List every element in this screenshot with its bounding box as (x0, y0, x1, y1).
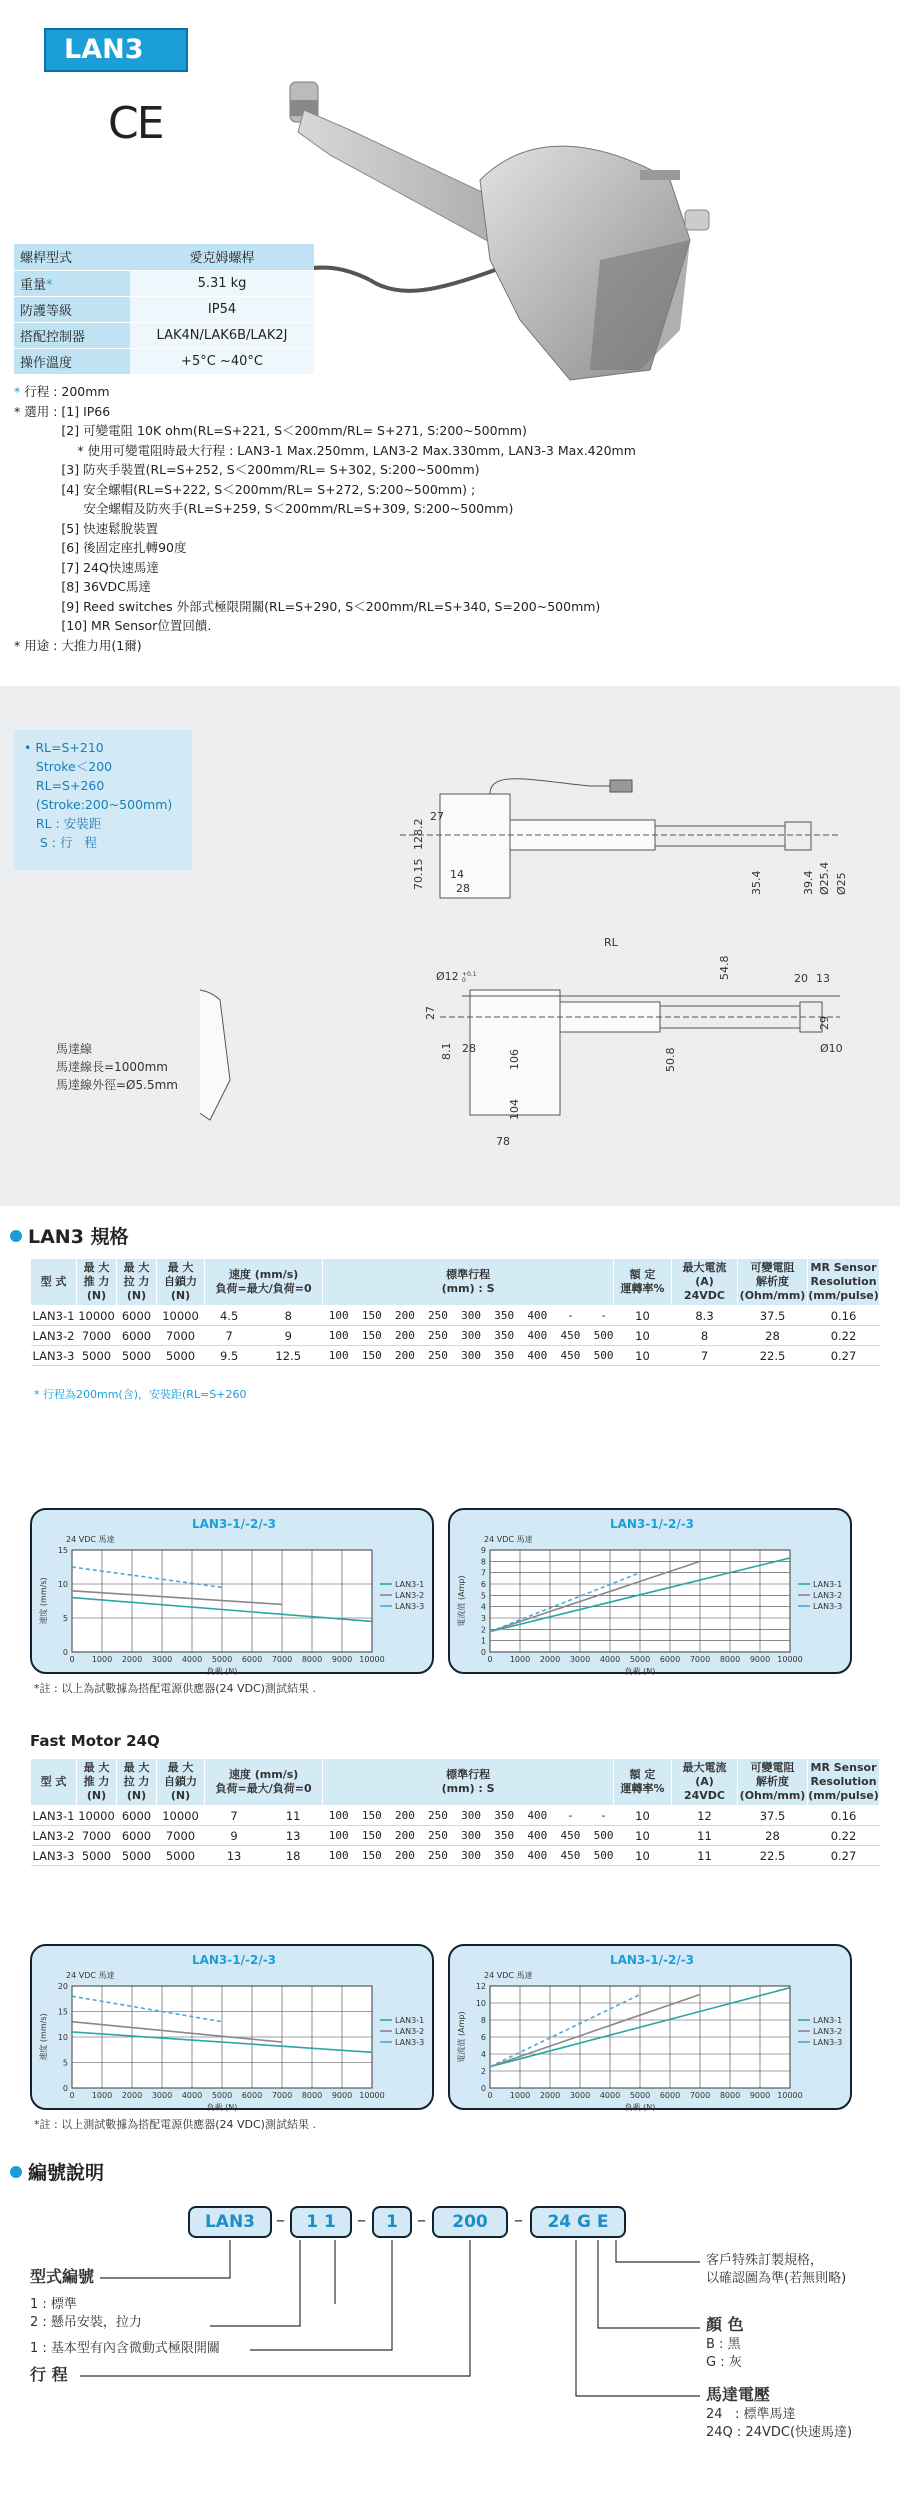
legend-entry: LAN3-3 (813, 1602, 843, 1611)
x-tick-label: 6000 (241, 2091, 263, 2100)
legend-entry: LAN3-1 (395, 1580, 425, 1589)
y-tick-label: 15 (57, 2007, 68, 2017)
table-row: LAN3-3 5000 5000 5000 13 18 100 150 200 250 300 350 400 450 500 10 11 22.5 0.27 (31, 1846, 880, 1866)
y-tick-label: 5 (62, 2058, 68, 2068)
x-tick-label: 8000 (719, 1655, 741, 1664)
code-type-box: 1 1 (290, 2206, 352, 2238)
svg-text:28: 28 (456, 882, 470, 895)
legend-entry: LAN3-1 (395, 2016, 425, 2025)
y-tick-label: 3 (480, 1614, 486, 1623)
y-tick-label: 10 (475, 1999, 486, 2008)
x-tick-label: 5000 (629, 1655, 651, 1664)
y-tick-label: 5 (480, 1591, 486, 1601)
svg-text:+0.1: +0.1 (462, 971, 477, 978)
code-label-color: 顏 色 (706, 2315, 744, 2334)
code-label-switch: 1 : 基本型有內含微動式極限開關 (30, 2341, 220, 2356)
x-tick-label: 2000 (539, 1655, 561, 1664)
table-row: LAN3-2 7000 6000 7000 7 9 100 150 200 250 300 350 400 450 500 10 8 28 0.22 (31, 1326, 880, 1346)
x-tick-label: 3000 (151, 2091, 173, 2100)
chart-footnote-1: *註 : 以上為試數據為搭配電源供應器(24 VDC)測試結果 . (34, 1682, 316, 1695)
spec-table-standard (30, 1258, 880, 1366)
y-axis-label: 速度 (mm/s) (39, 2013, 48, 2061)
x-tick-label: 7000 (689, 2091, 711, 2100)
svg-text:8.1: 8.1 (440, 1042, 453, 1060)
table-row: LAN3-2 7000 6000 7000 9 13 100 150 200 250 300 350 400 450 500 10 11 28 0.22 (31, 1826, 880, 1846)
svg-text:20: 20 (794, 972, 808, 985)
x-tick-label: 6000 (659, 1655, 681, 1664)
spec-row: 螺桿型式 愛克姆螺桿 (14, 244, 314, 270)
spec-row: 防護等級 IP54 (14, 296, 314, 322)
y-tick-label: 4 (480, 2050, 486, 2059)
x-tick-label: 0 (487, 1655, 493, 1664)
code-dash: – (357, 2210, 366, 2231)
table-header: 型 式 最 大 推 力 (N) 最 大 拉 力 (N) 最 大 自鎖力 (N) 速度 (mm/s) 負荷=最大/負荷=0 標準行程 (mm) : S 額 定 運轉率% 最大電流 (A) 24VDC 可變電阻 解析度 (Ohm/mm) MR Sensor Resolution (mm/pulse) (31, 1759, 880, 1806)
x-tick-label: 7000 (271, 1655, 293, 1664)
spec-row: 搭配控制器 LAK4N/LAK6B/LAK2J (14, 322, 314, 348)
x-tick-label: 10000 (777, 1655, 803, 1664)
y-tick-label: 6 (480, 1580, 486, 1589)
svg-text:27: 27 (430, 810, 444, 823)
x-tick-label: 0 (487, 2091, 493, 2100)
y-tick-label: 6 (480, 2033, 486, 2042)
actuator-photo (270, 70, 740, 400)
chart-subtitle: 24 VDC 馬達 (484, 1971, 533, 1980)
spec-table (14, 244, 314, 375)
y-tick-label: 10 (57, 2033, 68, 2042)
x-tick-label: 1000 (509, 1655, 531, 1664)
code-model-box: LAN3 (188, 2206, 272, 2238)
x-tick-label: 10000 (359, 1655, 385, 1664)
code-section-title: 編號說明 (10, 2158, 104, 2185)
table-row: LAN3-1 10000 6000 10000 7 11 100 150 200 250 300 350 400 - - 10 12 37.5 0.16 (31, 1806, 880, 1826)
x-axis-label: 負載 (N) (624, 2103, 656, 2112)
chart-current-standard (448, 1508, 852, 1674)
x-tick-label: 10000 (777, 2091, 803, 2100)
table-header: 型 式 最 大 推 力 (N) 最 大 拉 力 (N) 最 大 自鎖力 (N) 速度 (mm/s) 負荷=最大/負荷=0 標準行程 (mm) : S 額 定 運轉率% 最大電流 (A) 24VDC 可變電阻 解析度 (Ohm/mm) MR Sensor Resolution (mm/pulse) (31, 1259, 880, 1306)
spec-row: 操作溫度 +5°C ~40°C (14, 348, 314, 374)
svg-text:106: 106 (508, 1049, 521, 1070)
chart-speed-fast-svg (32, 1946, 436, 2112)
y-tick-label: 2 (480, 1625, 486, 1635)
svg-text:29: 29 (818, 1016, 831, 1030)
x-tick-label: 4000 (181, 2091, 203, 2100)
chart-current-fast-svg (450, 1946, 854, 2112)
legend-entry: LAN3-2 (813, 2027, 843, 2036)
legend-entry: LAN3-2 (813, 1591, 843, 1600)
wire-note: 馬達線 馬達線長=1000mm 馬達線外徑=Ø5.5mm (56, 1042, 178, 1092)
svg-text:39.4: 39.4 (802, 870, 815, 895)
svg-text:27: 27 (424, 1006, 437, 1020)
x-tick-label: 9000 (749, 1655, 771, 1664)
svg-text:50.8: 50.8 (664, 1047, 677, 1072)
code-dash: – (276, 2210, 285, 2231)
x-tick-label: 5000 (211, 1655, 233, 1664)
code-label-model: 型式編號 (30, 2267, 95, 2286)
x-tick-label: 9000 (331, 1655, 353, 1664)
stroke-note: • RL=S+210 Stroke＜200 RL=S+260 (Stroke:200~500mm) RL : 安裝距 S : 行 程 (14, 730, 192, 870)
x-tick-label: 1000 (91, 1655, 113, 1664)
svg-text:RL: RL (604, 936, 618, 949)
svg-text:13: 13 (816, 972, 830, 985)
y-tick-label: 8 (480, 1557, 486, 1567)
svg-text:35.4: 35.4 (750, 870, 763, 895)
x-tick-label: 2000 (539, 2091, 561, 2100)
x-tick-label: 7000 (689, 1655, 711, 1664)
chart-current-standard-svg (450, 1510, 854, 1676)
x-tick-label: 4000 (181, 1655, 203, 1664)
svg-text:70.15: 70.15 (412, 858, 425, 890)
y-axis-label: 電流值 (Amp) (457, 1575, 466, 1627)
svg-text:0: 0 (462, 977, 466, 984)
x-tick-label: 0 (69, 1655, 75, 1664)
y-tick-label: 4 (480, 1602, 486, 1612)
legend-entry: LAN3-2 (395, 2027, 425, 2036)
chart-speed-fast (30, 1944, 434, 2110)
chart-title: LAN3-1/-2/-3 (191, 1953, 277, 1967)
x-tick-label: 6000 (241, 1655, 263, 1664)
svg-text:104: 104 (508, 1099, 521, 1120)
dimension-drawing (200, 700, 900, 1200)
chart-current-fast (448, 1944, 852, 2110)
chart-subtitle: 24 VDC 馬達 (66, 1971, 115, 1980)
code-label-voltage-options: 24 : 標準馬達 24Q : 24VDC(快速馬達) (706, 2407, 853, 2440)
x-tick-label: 2000 (121, 1655, 143, 1664)
x-tick-label: 4000 (599, 1655, 621, 1664)
y-tick-label: 8 (480, 2016, 486, 2025)
ce-mark: CE (108, 98, 163, 149)
code-label-stroke: 行 程 (30, 2365, 68, 2384)
y-tick-label: 20 (57, 1982, 68, 1991)
code-dash: – (417, 2210, 426, 2231)
code-label-type: 1 : 標準 2 : 懸吊安裝，拉力 (30, 2297, 142, 2330)
table-row: LAN3-1 10000 6000 10000 4.5 8 100 150 200 250 300 350 400 - - 10 8.3 37.5 0.16 (31, 1306, 880, 1326)
svg-text:128.2: 128.2 (412, 818, 425, 850)
code-label-voltage: 馬達電壓 (706, 2385, 771, 2404)
fast-motor-title: Fast Motor 24Q (30, 1732, 160, 1750)
model-badge: LAN3 (44, 28, 188, 72)
bullet-icon (10, 2166, 22, 2178)
chart-subtitle: 24 VDC 馬達 (484, 1535, 533, 1544)
code-dash: – (514, 2210, 523, 2231)
spec-table-fast (30, 1758, 880, 1866)
svg-text:28: 28 (462, 1042, 476, 1055)
svg-text:Ø10: Ø10 (820, 1042, 843, 1055)
legend-entry: LAN3-3 (395, 2038, 425, 2047)
y-tick-label: 2 (480, 2067, 486, 2076)
svg-text:54.8: 54.8 (718, 955, 731, 980)
code-label-color-options: B : 黑 G : 灰 (706, 2337, 742, 2370)
x-tick-label: 0 (69, 2091, 75, 2100)
spec-footnote: * 行程為200mm(含)，安裝距(RL=S+260 (34, 1388, 247, 1401)
x-tick-label: 10000 (359, 2091, 385, 2100)
svg-text:Ø25.4: Ø25.4 (818, 861, 831, 895)
x-tick-label: 9000 (331, 2091, 353, 2100)
chart-speed-standard-svg (32, 1510, 436, 1676)
y-tick-label: 12 (475, 1982, 486, 1991)
chart-subtitle: 24 VDC 馬達 (66, 1535, 115, 1544)
code-motor-box: 24 G E (530, 2206, 626, 2238)
y-axis-label: 速度 (mm/s) (39, 1577, 48, 1625)
chart-title: LAN3-1/-2/-3 (609, 1953, 695, 1967)
legend-entry: LAN3-1 (813, 1580, 843, 1589)
x-tick-label: 1000 (509, 2091, 531, 2100)
y-tick-label: 10 (57, 1580, 68, 1589)
y-axis-label: 電流值 (Amp) (457, 2011, 466, 2063)
x-tick-label: 1000 (91, 2091, 113, 2100)
y-tick-label: 7 (480, 1568, 486, 1578)
options-notes: * 行程 : 200mm * 選用 : [1] IP66 [2] 可變電阻 10K ohm(RL=S+221, S＜200mm/RL= S+271, S:200~500mm) * 使用可變電阻時最大行程 : LAN3-1 Max.250mm, LAN3-2 Max.330mm, LAN3-3 Max.420mm [3] 防夾手裝置(RL=S+252, S＜200mm/RL= S+302, S:200~500mm) [4] 安全螺帽(RL=S+222, S＜200mm/RL= S+272, S:200~500mm) ; 安全螺帽及防夾手(RL=S+259, S＜200mm/RL=S+309, S:200~500mm) [5] 快速鬆脫裝置 [6] 後固定座扎轉90度 [7] 24Q快速馬達 [8] 36VDC馬達 [9] Reed switches 外部式極限開關(RL=S+290, S＜200mm/RL=S+340, S=200~500mm) [10] MR Sensor位置回饋. * 用途 : 大推力用(1爾) (14, 384, 636, 653)
legend-entry: LAN3-3 (395, 1602, 425, 1611)
code-stroke-box: 200 (432, 2206, 508, 2238)
bullet-icon (10, 1230, 22, 1242)
x-tick-label: 3000 (569, 1655, 591, 1664)
legend-entry: LAN3-2 (395, 1591, 425, 1600)
x-tick-label: 3000 (151, 1655, 173, 1664)
code-label-custom: 客戶特殊訂製規格， 以確認圖為準(若無則略) (706, 2253, 847, 2286)
y-tick-label: 0 (480, 2084, 486, 2093)
x-tick-label: 9000 (749, 2091, 771, 2100)
chart-footnote-2: *註 : 以上測試數據為搭配電源供應器(24 VDC)測試結果 . (34, 2118, 316, 2131)
x-tick-label: 5000 (629, 2091, 651, 2100)
chart-title: LAN3-1/-2/-3 (609, 1517, 695, 1531)
x-axis-label: 負載 (N) (624, 1667, 656, 1676)
legend-entry: LAN3-3 (813, 2038, 843, 2047)
y-tick-label: 1 (480, 1636, 486, 1646)
svg-text:Ø25: Ø25 (835, 872, 848, 895)
x-tick-label: 8000 (301, 2091, 323, 2100)
x-axis-label: 負載 (N) (206, 1667, 238, 1676)
x-tick-label: 5000 (211, 2091, 233, 2100)
code-switch-box: 1 (372, 2206, 412, 2238)
table-row: LAN3-3 5000 5000 5000 9.5 12.5 100 150 200 250 300 350 400 450 500 10 7 22.5 0.27 (31, 1346, 880, 1366)
y-tick-label: 0 (480, 1648, 486, 1657)
x-tick-label: 8000 (719, 2091, 741, 2100)
x-tick-label: 3000 (569, 2091, 591, 2100)
y-tick-label: 0 (62, 2084, 68, 2093)
svg-text:78: 78 (496, 1135, 510, 1148)
x-tick-label: 6000 (659, 2091, 681, 2100)
chart-speed-standard (30, 1508, 434, 1674)
legend-entry: LAN3-1 (813, 2016, 843, 2025)
x-tick-label: 7000 (271, 2091, 293, 2100)
x-tick-label: 4000 (599, 2091, 621, 2100)
y-tick-label: 5 (62, 1614, 68, 1623)
spec-section-title: LAN3 規格 (10, 1222, 129, 1249)
y-tick-label: 9 (480, 1546, 486, 1555)
svg-text:Ø12: Ø12 (436, 970, 459, 983)
x-axis-label: 負載 (N) (206, 2103, 238, 2112)
y-tick-label: 15 (57, 1546, 68, 1555)
spec-row: 重量* 5.31 kg (14, 270, 314, 296)
x-tick-label: 2000 (121, 2091, 143, 2100)
y-tick-label: 0 (62, 1648, 68, 1657)
svg-text:14: 14 (450, 868, 464, 881)
x-tick-label: 8000 (301, 1655, 323, 1664)
chart-title: LAN3-1/-2/-3 (191, 1517, 277, 1531)
